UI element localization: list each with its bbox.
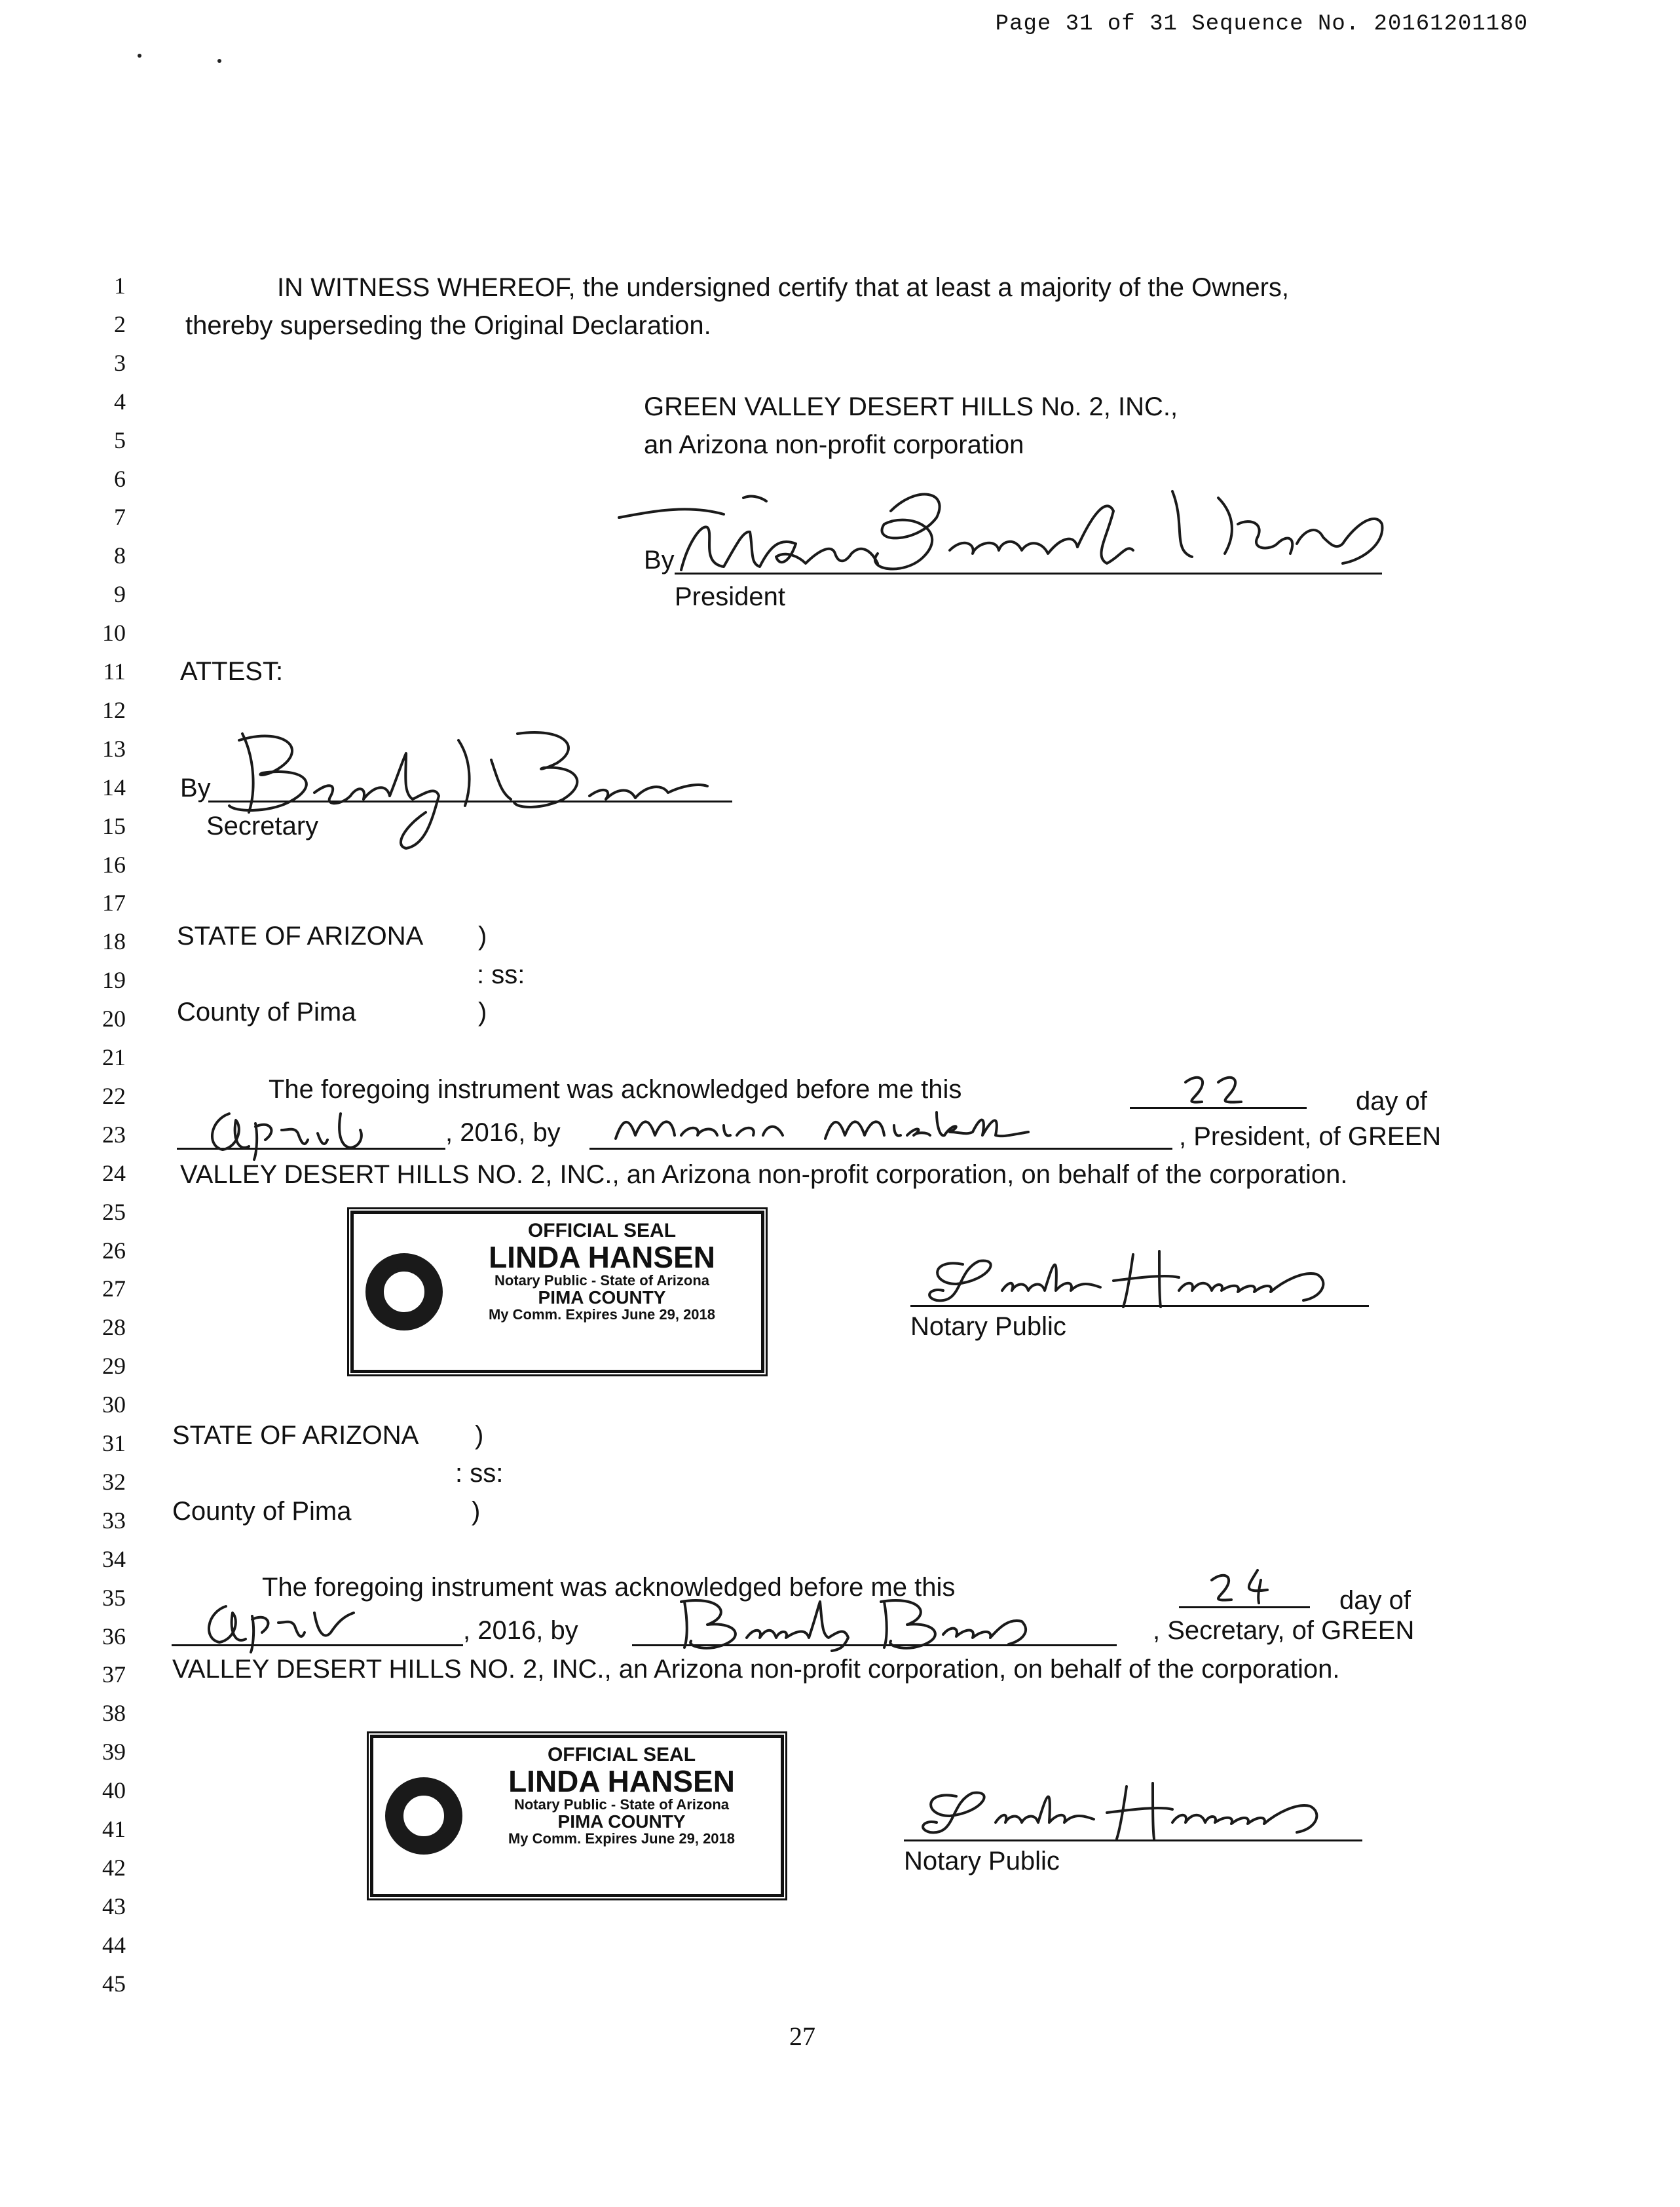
ack1-text-c: , 2016, by (445, 1118, 561, 1147)
secretary-title: Secretary (206, 812, 319, 840)
president-title: President (675, 582, 785, 611)
ack2-day-blank (1179, 1606, 1310, 1608)
notary-seal-stamp (370, 1735, 784, 1897)
ack1-paren-bottom: ) (478, 998, 487, 1027)
ack1-day-handwritten (1179, 1069, 1258, 1108)
line-number: 34 (102, 1545, 126, 1572)
line-number: 5 (114, 426, 126, 453)
line-number: 25 (102, 1198, 126, 1225)
line-number: 39 (102, 1739, 126, 1765)
ack2-text-a: The foregoing instrument was acknowledged before me this (262, 1573, 956, 1602)
seal-expiration: My Comm. Expires June 29, 2018 (508, 1830, 736, 1847)
line-number: 16 (102, 851, 126, 878)
line-number: 12 (102, 696, 126, 723)
corporation-type: an Arizona non-profit corporation (644, 430, 1024, 459)
corporation-name: GREEN VALLEY DESERT HILLS No. 2, INC., (644, 392, 1178, 421)
ack1-text-b: day of (1356, 1087, 1427, 1116)
ack2-paren-top: ) (475, 1421, 484, 1450)
ack1-text-a: The foregoing instrument was acknowledged before me this (269, 1075, 962, 1104)
line-number: 41 (102, 1816, 126, 1842)
seal-expiration: My Comm. Expires June 29, 2018 (488, 1306, 716, 1323)
line-number: 31 (102, 1430, 126, 1456)
seal-county: PIMA COUNTY (538, 1287, 666, 1308)
line-number: 15 (102, 812, 126, 839)
line-number: 44 (102, 1931, 126, 1958)
ack2-text-b: day of (1339, 1586, 1411, 1615)
scan-speck (217, 59, 221, 63)
seal-county: PIMA COUNTY (557, 1811, 686, 1832)
president-by-label: By (644, 546, 675, 575)
line-number: 32 (102, 1468, 126, 1495)
line-number: 21 (102, 1044, 126, 1070)
line-number: 22 (102, 1082, 126, 1109)
line-number: 24 (102, 1160, 126, 1186)
line-number: 35 (102, 1584, 126, 1611)
line-number: 14 (102, 774, 126, 801)
seal-text-block (472, 1745, 772, 1846)
ack2-day-handwritten (1205, 1567, 1284, 1606)
line-number: 17 (102, 890, 126, 916)
line-number: 8 (114, 542, 126, 569)
ack1-month-handwritten (203, 1101, 400, 1160)
scan-speck (138, 54, 141, 58)
ack1-state: STATE OF ARIZONA (177, 922, 424, 951)
arizona-state-seal-icon (365, 1253, 443, 1330)
line-number: 1 (114, 273, 126, 299)
seal-notary-name: LINDA HANSEN (489, 1239, 715, 1274)
ack2-month-handwritten (196, 1593, 393, 1652)
line-number: 40 (102, 1777, 126, 1804)
notary2-label: Notary Public (904, 1847, 1060, 1876)
witness-line-2: thereby superseding the Original Declaration. (185, 311, 711, 340)
line-number: 37 (102, 1661, 126, 1688)
ack2-line-3: VALLEY DESERT HILLS NO. 2, INC., an Arizona non-profit corporation, on behalf of the corporation. (172, 1655, 1340, 1684)
line-number: 38 (102, 1700, 126, 1727)
ack2-text-d: , Secretary, of GREEN (1153, 1616, 1415, 1645)
ack2-ss: : ss: (455, 1459, 504, 1488)
line-number: 29 (102, 1353, 126, 1380)
notary1-signature (917, 1245, 1362, 1317)
line-number: 28 (102, 1314, 126, 1341)
president-signature (609, 472, 1395, 583)
seal-heading: OFFICIAL SEAL (527, 1220, 677, 1241)
notary-seal-stamp (350, 1211, 764, 1373)
line-number: 27 (102, 1275, 126, 1302)
ack1-line-3: VALLEY DESERT HILLS NO. 2, INC., an Arizona non-profit corporation, on behalf of the corporation. (180, 1160, 1348, 1189)
arizona-state-seal-icon (385, 1777, 462, 1855)
line-number: 45 (102, 1970, 126, 1997)
line-number: 3 (114, 349, 126, 376)
ack2-text-c: , 2016, by (463, 1616, 578, 1645)
ack1-paren-top: ) (478, 922, 487, 951)
line-number: 30 (102, 1391, 126, 1418)
seal-notary-state: Notary Public - State of Arizona (494, 1272, 709, 1289)
line-number: 18 (102, 928, 126, 955)
line-number: 11 (103, 658, 126, 685)
page-number: 27 (789, 2022, 815, 2051)
line-number: 13 (102, 735, 126, 762)
seal-text-block (452, 1220, 752, 1322)
line-number: 20 (102, 1006, 126, 1032)
ack1-county: County of Pima (177, 998, 356, 1027)
ack1-ss: : ss: (477, 960, 525, 989)
line-number: 19 (102, 967, 126, 994)
line-number: 36 (102, 1623, 126, 1650)
ack2-name-handwritten (668, 1592, 1074, 1651)
secretary-by-label: By (180, 774, 211, 802)
line-number: 4 (114, 388, 126, 415)
line-number: 33 (102, 1507, 126, 1534)
attest-label: ATTEST: (180, 657, 284, 686)
ack2-paren-bottom: ) (472, 1497, 481, 1526)
line-number: 26 (102, 1237, 126, 1264)
seal-notary-state: Notary Public - State of Arizona (513, 1796, 729, 1813)
ack2-county: County of Pima (172, 1497, 352, 1526)
line-number: 42 (102, 1854, 126, 1881)
line-number: 43 (102, 1893, 126, 1919)
seal-notary-name: LINDA HANSEN (508, 1764, 735, 1798)
ack2-state: STATE OF ARIZONA (172, 1421, 419, 1450)
notary2-signature (910, 1777, 1356, 1849)
line-number: 6 (114, 465, 126, 492)
line-number: 10 (102, 620, 126, 647)
notary1-label: Notary Public (910, 1312, 1066, 1341)
line-number: 2 (114, 311, 126, 337)
line-number: 7 (114, 504, 126, 531)
page-sequence-header: Page 31 of 31 Sequence No. 20161201180 (995, 12, 1528, 37)
ack1-text-d: , President, of GREEN (1179, 1122, 1442, 1151)
line-number: 9 (114, 581, 126, 608)
ack1-name-handwritten (609, 1106, 1068, 1155)
witness-line-1: IN WITNESS WHEREOF, the undersigned certify that at least a majority of the Owners, (277, 273, 1289, 302)
seal-heading: OFFICIAL SEAL (547, 1744, 696, 1765)
line-number: 23 (102, 1121, 126, 1148)
